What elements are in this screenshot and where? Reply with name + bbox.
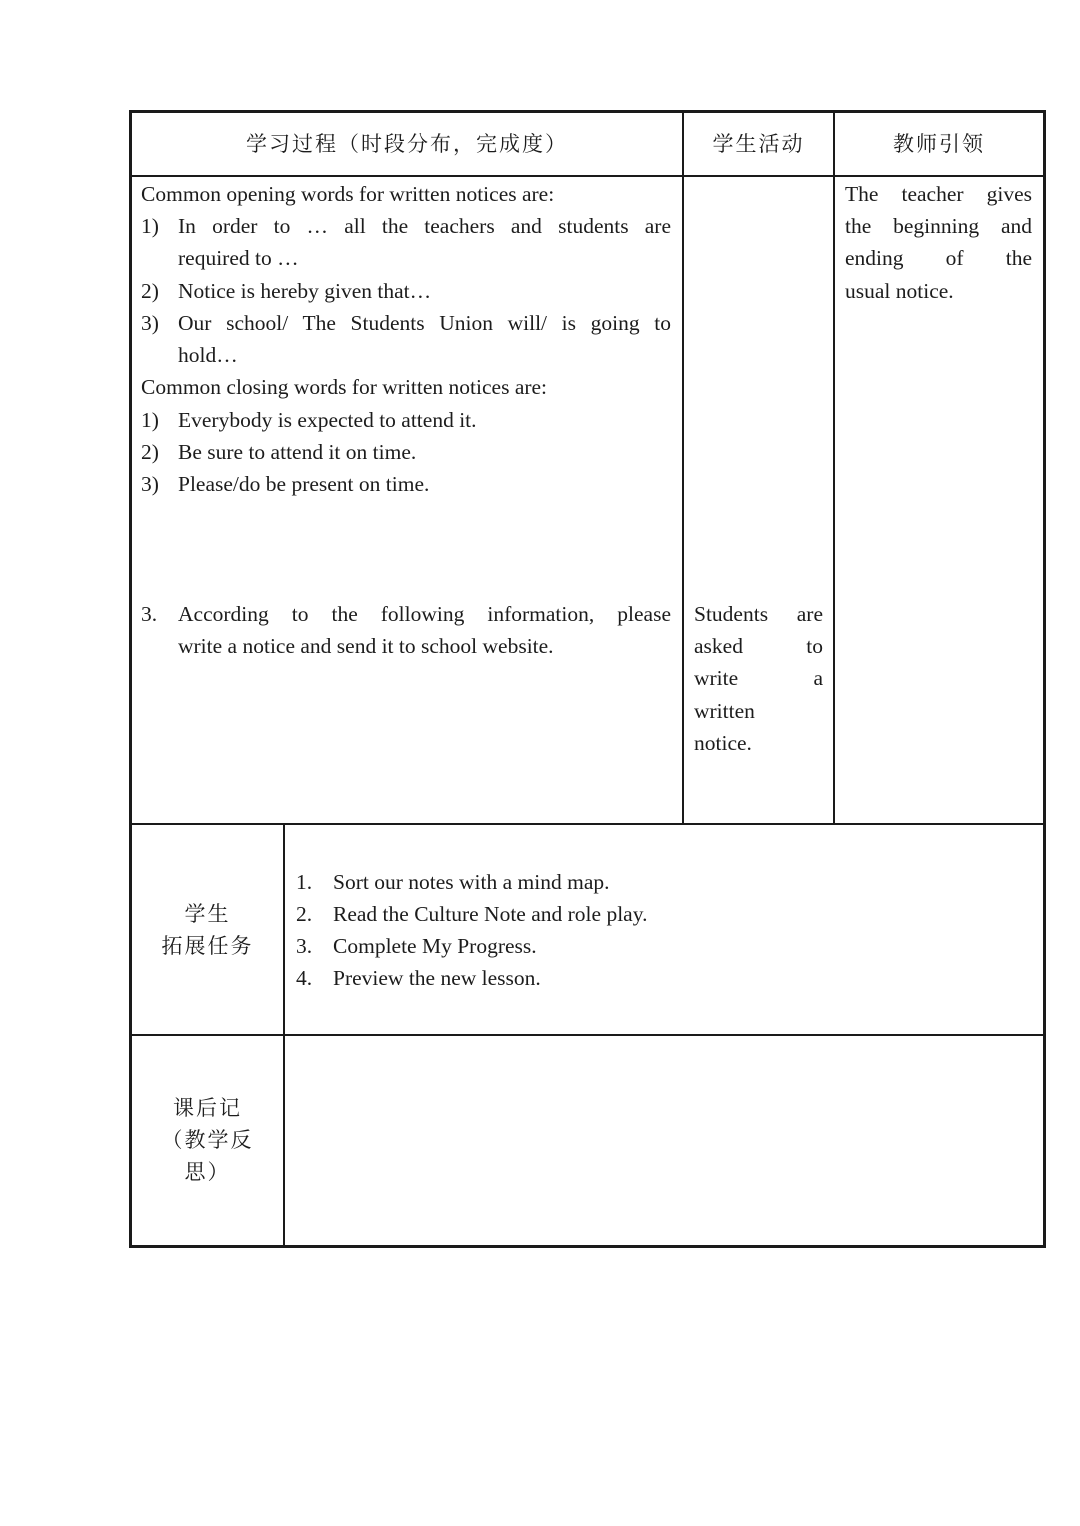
opening-item-3-num: 3) [141,311,159,335]
extension-item-1-num: 1. [296,870,313,894]
opening-item-2-text: Notice is hereby given that… [178,279,432,303]
col-divider-label [283,823,285,1248]
reflection-label-line-1: 课后记 [173,1096,242,1120]
closing-item-2-num: 2) [141,440,159,464]
opening-item-1-num: 1) [141,214,159,238]
row-divider-extension [129,1034,1046,1036]
closing-item-1-text: Everybody is expected to attend it. [178,408,477,432]
header-learning-process: 学习过程（时段分布，完成度） [246,132,568,156]
closing-intro: Common closing words for written notices are: [141,375,548,399]
header-divider [129,175,1046,177]
task-3-line-1: According to the following information, please [178,602,671,626]
extension-label-line-2: 拓展任务 [161,934,254,958]
opening-item-3-line-1: Our school/ The Students Union will/ is going to [178,311,671,335]
extension-item-4-text: Preview the new lesson. [333,966,541,990]
closing-item-3-num: 3) [141,472,159,496]
closing-item-3-text: Please/do be present on time. [178,472,430,496]
opening-intro: Common opening words for written notices are: [141,182,555,206]
student-activity-line-5: notice. [694,731,752,755]
table-border-left [129,110,132,1248]
reflection-label-line-3: 思） [184,1160,231,1184]
student-activity-line-4: written [694,699,755,723]
teacher-guide-line-4: usual notice. [845,279,954,303]
extension-item-3-text: Complete My Progress. [333,934,537,958]
extension-item-4-num: 4. [296,966,313,990]
table-border-right [1043,110,1046,1248]
table-border-top [129,110,1046,113]
extension-item-2-text: Read the Culture Note and role play. [333,902,648,926]
header-teacher-guide: 教师引领 [893,132,985,156]
teacher-guide-line-1: The teacher gives [845,182,1032,206]
reflection-label-line-2: （教学反 [161,1128,254,1152]
closing-item-2-text: Be sure to attend it on time. [178,440,417,464]
closing-item-1-num: 1) [141,408,159,432]
student-activity-line-3: write a [694,666,823,690]
extension-item-1-text: Sort our notes with a mind map. [333,870,610,894]
extension-label-line-1: 学生 [184,902,231,926]
header-student-activity: 学生活动 [712,132,805,156]
student-activity-line-2: asked to [694,634,823,658]
opening-item-2-num: 2) [141,279,159,303]
teacher-guide-line-2: the beginning and [845,214,1032,238]
teacher-guide-line-3: ending of the [845,246,1032,270]
task-3-line-2: write a notice and send it to school website. [178,634,554,658]
opening-item-1-line-1: In order to … all the teachers and students are [178,214,671,238]
reflection-content [296,1045,1031,1235]
extension-item-3-num: 3. [296,934,313,958]
col-divider-teacher [833,110,835,825]
student-activity-line-1: Students are [694,602,823,626]
col-divider-activity [682,110,684,825]
task-3-num: 3. [141,602,158,626]
extension-item-2-num: 2. [296,902,313,926]
table-border-bottom [129,1245,1046,1248]
row-divider-process [129,823,1046,825]
opening-item-1-line-2: required to … [178,246,299,270]
opening-item-3-line-2: hold… [178,343,238,367]
